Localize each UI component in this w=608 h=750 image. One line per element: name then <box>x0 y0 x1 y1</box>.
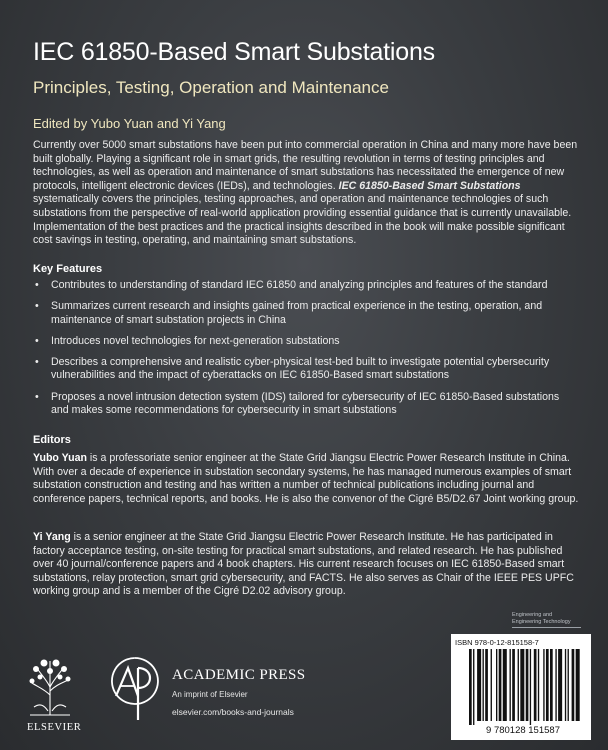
elsevier-tree-logo-icon <box>26 655 74 717</box>
barcode-bar <box>496 649 497 721</box>
imprint-line: An imprint of Elsevier <box>172 690 248 699</box>
barcode-bar <box>550 649 553 721</box>
academic-press-logo-icon <box>108 654 162 726</box>
barcode-bar <box>530 649 531 725</box>
book-subtitle: Principles, Testing, Operation and Maintenance <box>33 78 389 97</box>
feature-item: • Describes a comprehensive and realistic cyber-physical test-bed built to investigate potential cybersecurity vulnerabilities and the impact of cyberattacks on IEC 61850-Based smart substations <box>33 356 573 383</box>
subject-divider <box>512 627 581 628</box>
barcode-bar <box>558 649 562 721</box>
barcode-digits: 9 780128 151587 <box>486 725 560 735</box>
barcode-bar <box>526 649 529 721</box>
barcode-bar <box>485 649 488 721</box>
academic-press-wordmark: ACADEMIC PRESS <box>172 667 306 683</box>
barcode-bar <box>572 649 575 721</box>
elsevier-wordmark: ELSEVIER <box>27 722 82 733</box>
editor-bio-text: is a professoriate senior engineer at the State Grid Jiangsu Electric Power Research Institute in China. With over a decade of experience in substation secondary systems, he has managed numerous examples of smart substation construction and testing and has written a number of technical publications including journal and conference papers, technical reports, and books. He is also the convenor of the Cigré B5/D2.67 Joint working group. <box>33 452 579 505</box>
editor-bio-yang <box>33 531 581 599</box>
description-paragraph <box>33 139 581 248</box>
editor-bio-yuan <box>33 452 581 506</box>
feature-item: • Summarizes current research and insights gained from practical experience in the testing, operation, and maintenance of smart substation projects in China <box>33 300 573 327</box>
key-features-heading: Key Features <box>33 263 103 275</box>
barcode-bar <box>555 649 556 721</box>
barcode-icon <box>465 649 581 735</box>
barcode-bar <box>512 649 515 721</box>
editor-bio-text: is a senior engineer at the State Grid Jiangsu Electric Power Research Institute. He has participated in factory acceptance testing, on-site testing for practical smart substations, and related research. He has published over 40 journal/conference papers and 4 book chapters. His current research focuses on IEC 61850-Based smart substations, relay protection, smart grid cybersecurity, and FACTS. He also serves as Chair of the IEEE PES UPFC working group and is a member of the Cigré D2.02 advisory group. <box>33 531 574 598</box>
barcode-bar <box>518 649 519 721</box>
subject-line1: Engineering and <box>512 612 553 618</box>
barcode-bar <box>520 649 524 721</box>
description-book-title: IEC 61850-Based Smart Substations <box>338 179 521 192</box>
barcode-bar <box>503 649 507 721</box>
subject-category <box>512 612 571 625</box>
barcode-bar <box>483 649 484 721</box>
barcode-bar <box>534 649 537 721</box>
barcode-bar <box>576 649 580 721</box>
editors-heading: Editors <box>33 434 71 446</box>
barcode-bar <box>565 649 566 721</box>
subject-line2: Engineering Technology <box>512 618 571 625</box>
barcode-bar <box>469 649 472 725</box>
barcode-bar <box>546 649 549 721</box>
key-features-list <box>33 279 573 425</box>
barcode-bar <box>568 649 569 721</box>
barcode-bar <box>473 649 474 725</box>
description-part1: Currently over 5000 smart substations have been put into commercial operation in China and many more have been built globally. Playing a significant role in smart grids, the resulting revolution in terms of testing principles and technologies, as well as operation and maintenance of smart substations has necessitated the emergence of new protocols, intelligent electronic devices (IEDs), and technologies. <box>33 139 578 192</box>
book-title: IEC 61850-Based Smart Substations <box>33 38 435 66</box>
barcode-bar <box>499 649 502 721</box>
barcode-bar <box>510 649 511 721</box>
feature-item: • Contributes to understanding of standard IEC 61850 and analyzing principles and features of the standard <box>33 279 573 293</box>
editor-name: Yubo Yuan <box>33 452 87 464</box>
edited-by-line: Edited by Yubo Yuan and Yi Yang <box>33 116 226 131</box>
barcode-bar <box>538 649 539 721</box>
barcode-bar <box>491 649 492 721</box>
editor-name: Yi Yang <box>33 531 71 543</box>
barcode-bar <box>543 649 544 721</box>
description-part2: systematically covers the principles, testing approaches, and operation and maintenance technologies of such substations from the perspective of real-world application providing essential guidance that is currently unavailable. Implementation of the best practices and the practical insights described in the book will make possible significant cost savings in testing, operating, and maintaining smart substations. <box>33 193 572 247</box>
barcode-panel <box>451 634 591 740</box>
feature-item: • Proposes a novel intrusion detection system (IDS) tailored for cybersecurity of IEC 61850-Based substations and makes some recommendations for cybersecurity in smart substations <box>33 391 573 418</box>
barcode-bar <box>477 649 481 721</box>
publisher-url: elsevier.com/books-and-journals <box>172 707 294 717</box>
isbn-text: ISBN 978-0-12-815158-7 <box>455 638 539 647</box>
feature-item: • Introduces novel technologies for next-generation substations <box>33 335 573 349</box>
